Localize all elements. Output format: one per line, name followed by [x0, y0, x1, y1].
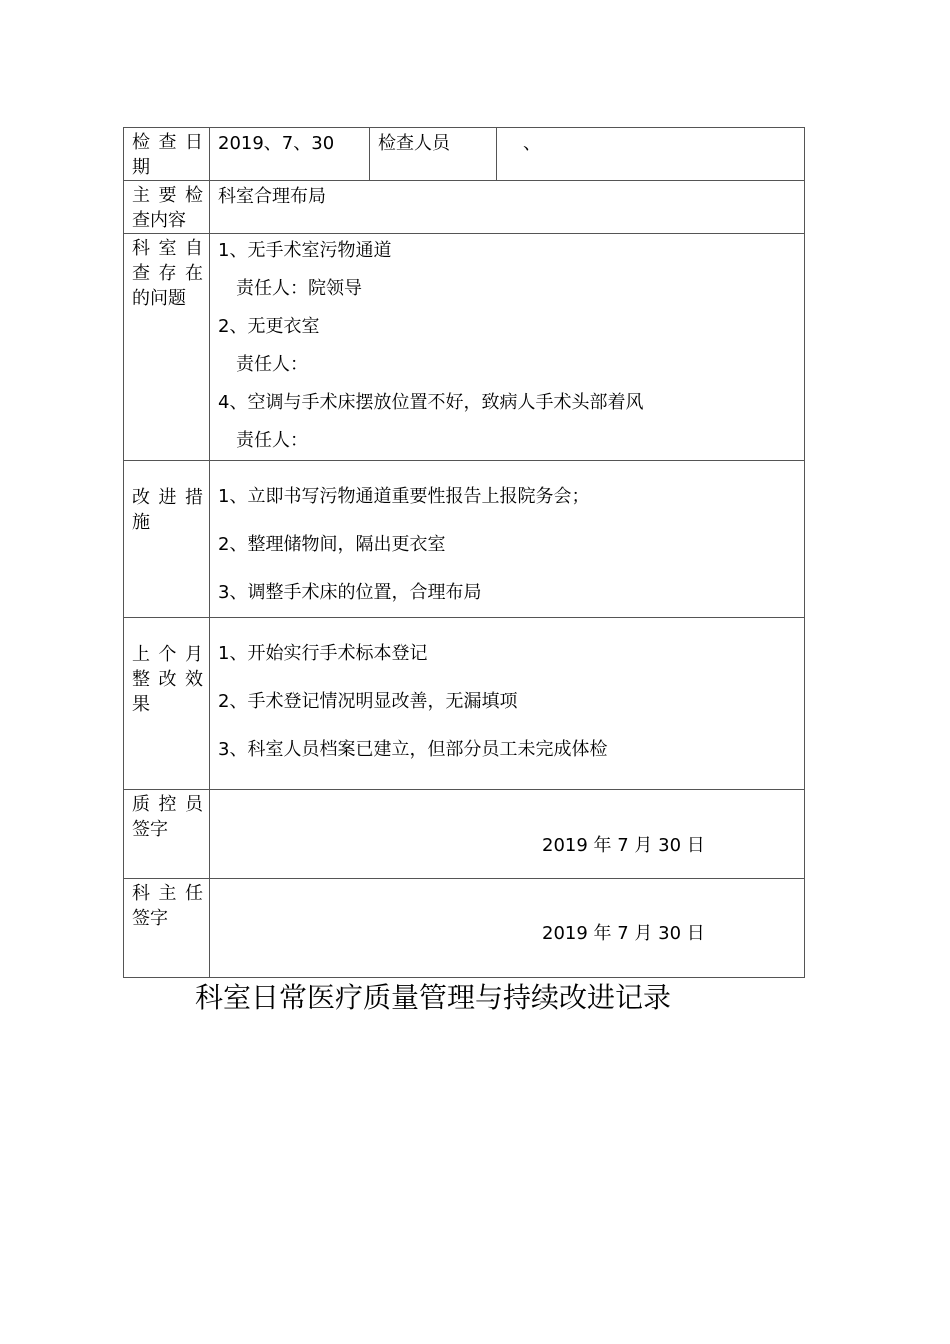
- qc-signature-date: 2019 年 7 月 30 日: [542, 835, 705, 856]
- label-line: 查 存 在: [132, 263, 203, 284]
- inspector-label: [370, 128, 497, 181]
- label-line: 期: [132, 157, 150, 178]
- qc-signature-cell: [210, 790, 805, 879]
- label-line: 果: [132, 694, 150, 715]
- label-line: 整 改 效: [132, 669, 203, 690]
- measure-item: 3、调整手术床的位置，合理布局: [218, 582, 482, 603]
- self-check-issues-list: [210, 234, 805, 461]
- inspector-label-text: 检查人员: [378, 133, 450, 154]
- page-title: 科室日常医疗质量管理与持续改进记录: [194, 981, 671, 1014]
- row-director-signature: [124, 879, 805, 978]
- row-qc-signature: [124, 790, 805, 879]
- label-inspection-date: [124, 128, 210, 181]
- row-improvement-measures: [124, 461, 805, 618]
- label-line: 签字: [132, 908, 168, 929]
- row-main-content: [124, 181, 805, 234]
- inspection-date-value: [210, 128, 370, 181]
- label-line: 改 进 措: [132, 487, 203, 508]
- last-month-effect-list: [210, 618, 805, 790]
- label-line: 上 个 月: [132, 644, 203, 665]
- inspector-value-text: 、: [523, 133, 541, 154]
- label-line: 施: [132, 512, 150, 533]
- issue-item: 4、空调与手术床摆放位置不好，致病人手术头部着风: [218, 392, 644, 413]
- label-line: 科 室 自: [132, 238, 203, 259]
- label-line: 主 要 检: [132, 185, 203, 206]
- label-improvement-measures: [124, 461, 210, 618]
- label-line: 的问题: [132, 288, 186, 309]
- inspection-date-text: 2019、7、30: [218, 133, 335, 154]
- label-line: 检 查 日: [132, 132, 203, 153]
- label-line: 科 主 任: [132, 883, 203, 904]
- row-inspection-date: [124, 128, 805, 181]
- inspection-record-table: [123, 127, 805, 978]
- label-last-month-effect: [124, 618, 210, 790]
- issue-responsible: 责任人：院领导: [236, 278, 362, 299]
- main-content-value: [210, 181, 805, 234]
- row-last-month-effect: [124, 618, 805, 790]
- inspector-value: [497, 128, 805, 181]
- row-self-check-issues: [124, 234, 805, 461]
- issue-item: 2、无更衣室: [218, 316, 320, 337]
- label-director-signature: [124, 879, 210, 978]
- issue-responsible: 责任人：: [236, 430, 308, 451]
- label-self-check-issues: [124, 234, 210, 461]
- effect-item: 2、手术登记情况明显改善，无漏填项: [218, 691, 518, 712]
- issue-responsible: 责任人：: [236, 354, 308, 375]
- main-content-text: 科室合理布局: [218, 186, 326, 207]
- label-qc-signature: [124, 790, 210, 879]
- improvement-measures-list: [210, 461, 805, 618]
- label-line: 查内容: [132, 210, 186, 231]
- issue-item: 1、无手术室污物通道: [218, 240, 392, 261]
- effect-item: 3、科室人员档案已建立，但部分员工未完成体检: [218, 739, 608, 760]
- label-main-content: [124, 181, 210, 234]
- director-signature-date: 2019 年 7 月 30 日: [542, 923, 705, 944]
- label-line: 签字: [132, 819, 168, 840]
- measure-item: 2、整理储物间，隔出更衣室: [218, 534, 446, 555]
- label-line: 质 控 员: [132, 794, 203, 815]
- director-signature-cell: [210, 879, 805, 978]
- effect-item: 1、开始实行手术标本登记: [218, 643, 428, 664]
- measure-item: 1、立即书写污物通道重要性报告上报院务会；: [218, 486, 590, 507]
